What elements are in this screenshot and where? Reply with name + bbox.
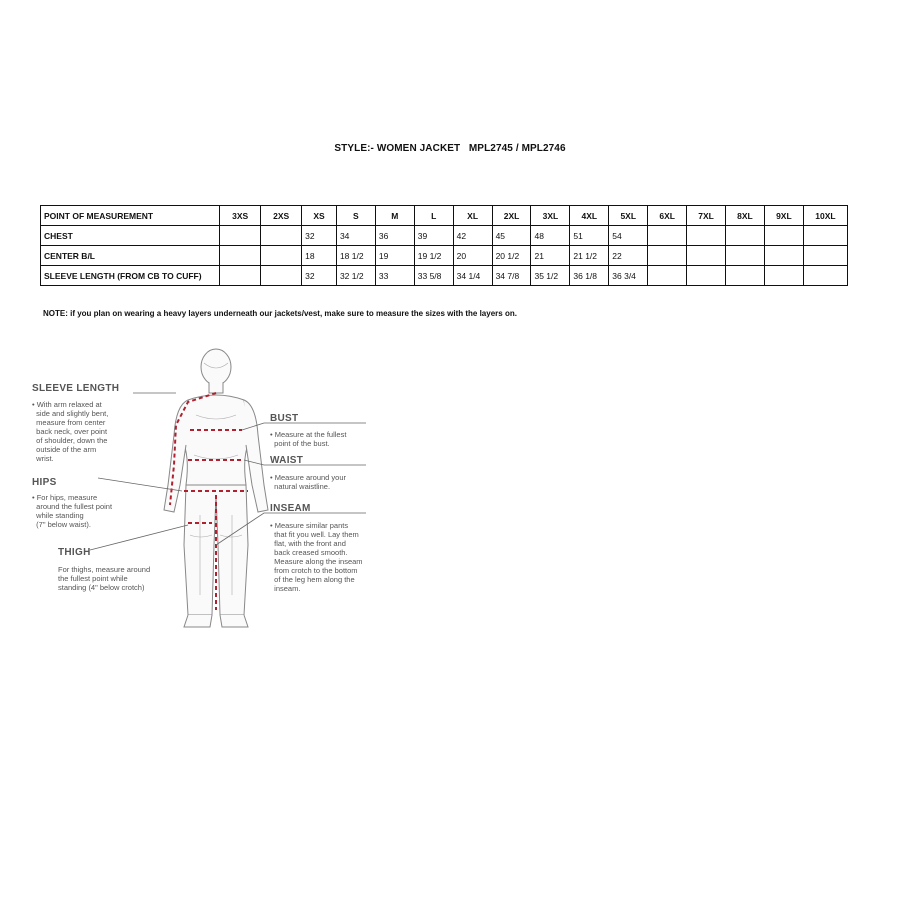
- bust-text: • Measure at the fullest point of the bust.: [270, 430, 347, 448]
- header-size-5xl: 5XL: [609, 206, 648, 226]
- table-cell: [261, 266, 302, 286]
- thigh-heading: THIGH: [58, 547, 91, 558]
- header-size-7xl: 7XL: [687, 206, 726, 226]
- header-size-xl: XL: [453, 206, 492, 226]
- table-cell: 20: [453, 246, 492, 266]
- table-cell: 48: [531, 226, 570, 246]
- table-cell: [648, 246, 687, 266]
- table-cell: 19 1/2: [414, 246, 453, 266]
- table-cell: [648, 266, 687, 286]
- table-row: [41, 226, 848, 246]
- header-size-6xl: 6XL: [648, 206, 687, 226]
- table-cell: [803, 266, 847, 286]
- table-cell: [687, 226, 726, 246]
- table-cell: [261, 246, 302, 266]
- size-chart-table: [40, 205, 848, 286]
- table-cell: 32: [302, 226, 337, 246]
- header-size-xs: XS: [302, 206, 337, 226]
- table-cell: [764, 266, 803, 286]
- table-cell: 22: [609, 246, 648, 266]
- table-cell: 36: [375, 226, 414, 246]
- waist-heading: WAIST: [270, 455, 304, 466]
- table-cell: 39: [414, 226, 453, 246]
- header-size-3xl: 3XL: [531, 206, 570, 226]
- table-cell: [261, 226, 302, 246]
- header-size-3xs: 3XS: [220, 206, 261, 226]
- table-header-row: [41, 206, 848, 226]
- waist-text: • Measure around your natural waistline.: [270, 473, 346, 491]
- table-cell: 36 1/8: [570, 266, 609, 286]
- table-cell: [648, 226, 687, 246]
- table-cell: 32: [302, 266, 337, 286]
- table-cell: 20 1/2: [492, 246, 531, 266]
- table-cell: [687, 266, 726, 286]
- table-cell: 45: [492, 226, 531, 246]
- table-cell: [726, 266, 765, 286]
- table-cell: [764, 246, 803, 266]
- table-cell: [726, 226, 765, 246]
- header-size-9xl: 9XL: [764, 206, 803, 226]
- table-cell: 18: [302, 246, 337, 266]
- table-cell: 42: [453, 226, 492, 246]
- header-size-2xs: 2XS: [261, 206, 302, 226]
- table-cell: [803, 246, 847, 266]
- style-title: STYLE:- WOMEN JACKET MPL2745 / MPL2746: [334, 143, 566, 154]
- table-cell: 33: [375, 266, 414, 286]
- table-cell: 33 5/8: [414, 266, 453, 286]
- header-size-2xl: 2XL: [492, 206, 531, 226]
- table-cell: 34: [336, 226, 375, 246]
- inseam-text: • Measure similar pants that fit you well. Lay them flat, with the front and back creased smooth. Measure along the inseam from crotch to the bottom of the leg hem along the inseam.: [270, 521, 363, 593]
- table-cell: 19: [375, 246, 414, 266]
- table-cell: 54: [609, 226, 648, 246]
- table-cell: 34 1/4: [453, 266, 492, 286]
- table-cell: 36 3/4: [609, 266, 648, 286]
- header-size-8xl: 8XL: [726, 206, 765, 226]
- table-cell: [803, 226, 847, 246]
- table-cell: 51: [570, 226, 609, 246]
- table-row: [41, 246, 848, 266]
- bust-heading: BUST: [270, 413, 299, 424]
- table-cell: 21 1/2: [570, 246, 609, 266]
- header-size-4xl: 4XL: [570, 206, 609, 226]
- sleeve-length-text: • With arm relaxed at side and slightly bent, measure from center back neck, over point of shoulder, down the outside of the arm wrist.: [32, 400, 109, 463]
- row-label: SLEEVE LENGTH (FROM CB TO CUFF): [41, 266, 220, 286]
- header-size-s: S: [336, 206, 375, 226]
- table-cell: 35 1/2: [531, 266, 570, 286]
- table-cell: [726, 246, 765, 266]
- table-cell: [687, 246, 726, 266]
- table-cell: [220, 266, 261, 286]
- sleeve-length-heading: SLEEVE LENGTH: [32, 383, 120, 394]
- header-point-of-measurement: POINT OF MEASUREMENT: [41, 206, 220, 226]
- inseam-heading: INSEAM: [270, 503, 311, 514]
- measurement-diagram: [28, 345, 388, 640]
- hips-heading: HIPS: [32, 477, 57, 488]
- header-size-10xl: 10XL: [803, 206, 847, 226]
- table-cell: 34 7/8: [492, 266, 531, 286]
- table-cell: 21: [531, 246, 570, 266]
- header-size-l: L: [414, 206, 453, 226]
- row-label: CENTER B/L: [41, 246, 220, 266]
- table-row: [41, 266, 848, 286]
- layer-note: NOTE: if you plan on wearing a heavy layers underneath our jackets/vest, make sure to measure the sizes with the layers on.: [43, 309, 517, 318]
- table-cell: 32 1/2: [336, 266, 375, 286]
- table-cell: [220, 246, 261, 266]
- row-label: CHEST: [41, 226, 220, 246]
- thigh-text: For thighs, measure around the fullest point while standing (4" below crotch): [58, 565, 151, 592]
- hips-text: • For hips, measure around the fullest point while standing (7" below waist).: [32, 493, 113, 529]
- header-size-m: M: [375, 206, 414, 226]
- table-cell: [220, 226, 261, 246]
- table-cell: [764, 226, 803, 246]
- table-cell: 18 1/2: [336, 246, 375, 266]
